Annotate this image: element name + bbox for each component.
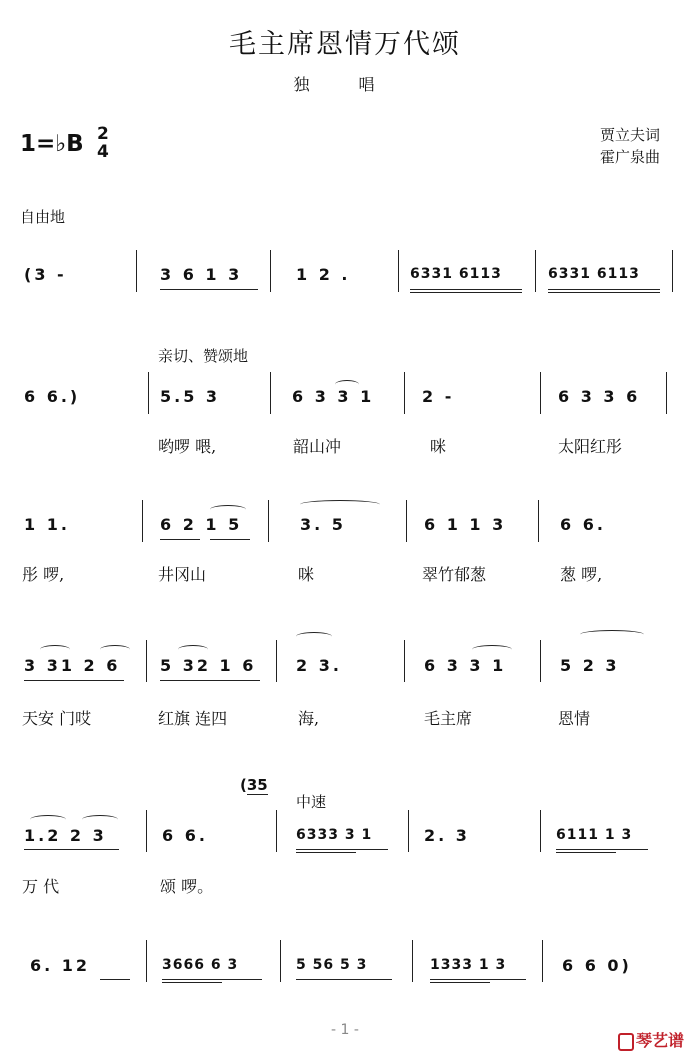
- barline: [270, 250, 271, 292]
- measure-r3-m3: 6 3 3 1: [424, 656, 507, 675]
- measure-r1-m3: 2 -: [422, 387, 455, 406]
- beam: [548, 292, 660, 293]
- barline: [398, 250, 399, 292]
- beam: [430, 979, 526, 980]
- measure-r0-m0: (3 -: [24, 265, 67, 284]
- barline: [672, 250, 673, 292]
- logo-text: 琴艺谱: [636, 1031, 685, 1050]
- barline: [412, 940, 413, 982]
- measure-r3-m4: 5 2 3: [560, 656, 620, 675]
- lyric-r2-4: 葱 啰,: [560, 565, 603, 584]
- measure-r3-m0: 3 31 2 6: [24, 656, 121, 675]
- measure-r5-m0: 6. 12: [30, 956, 91, 975]
- slur: [335, 380, 359, 389]
- lyric-r1-2: 咪: [430, 437, 447, 456]
- beam: [296, 849, 388, 850]
- beam: [210, 539, 250, 540]
- lyric-r3-4: 恩情: [558, 709, 591, 728]
- measure-r1-m4: 6 3 3 6: [558, 387, 641, 406]
- barline: [280, 940, 281, 982]
- measure-r1-m0: 6 6.): [24, 387, 81, 406]
- lyric-r3-2: 海,: [298, 709, 320, 728]
- measure-r4-m2: 6333 3 1: [296, 827, 373, 843]
- barline: [406, 500, 407, 542]
- lyric-r4-0: 万 代: [22, 877, 60, 896]
- barline: [146, 640, 147, 682]
- rehearsal-number: 35: [246, 776, 268, 794]
- performance-style: 独 唱: [293, 75, 397, 94]
- barline: [142, 500, 143, 542]
- song-title: 毛主席恩情万代颂: [229, 29, 461, 60]
- slur: [300, 500, 380, 509]
- key-signature: 1=♭B: [20, 131, 84, 157]
- lyric-r2-3: 翠竹郁葱: [422, 565, 487, 584]
- slur: [472, 645, 512, 654]
- rehearsal-mark: (35: [240, 776, 268, 794]
- barline: [542, 940, 543, 982]
- measure-r5-m1: 3666 6 3: [162, 957, 239, 973]
- slur: [82, 815, 118, 824]
- lyric-r2-0: 彤 啰,: [22, 565, 65, 584]
- barline: [404, 640, 405, 682]
- beam: [410, 292, 522, 293]
- barline: [540, 640, 541, 682]
- beam: [430, 982, 490, 983]
- beam: [548, 289, 660, 290]
- barline: [666, 372, 667, 414]
- expression-free: 自由地: [20, 208, 66, 226]
- expression-warm: 亲切、赞颂地: [158, 347, 249, 365]
- lyric-r3-0: 天安 门哎: [22, 709, 92, 728]
- beam: [100, 979, 130, 980]
- composer-credit: 霍广泉曲: [600, 148, 661, 166]
- slur: [210, 505, 246, 514]
- lyric-r1-0: 哟啰 喂,: [158, 437, 217, 456]
- barline: [276, 810, 277, 852]
- slur: [100, 645, 130, 654]
- measure-r0-m1: 3 6 1 3: [160, 265, 243, 284]
- logo-mark-icon: [618, 1033, 634, 1051]
- beam: [162, 979, 262, 980]
- measure-r4-m4: 6111 1 3: [556, 827, 633, 843]
- tempo-mark: 中速: [296, 793, 327, 811]
- barline: [276, 640, 277, 682]
- measure-r0-m2: 1 2 .: [296, 265, 351, 284]
- measure-r1-m1: 5.5 3: [160, 387, 221, 406]
- measure-r4-m0: 1.2 2 3: [24, 826, 107, 845]
- barline: [535, 250, 536, 292]
- measure-r5-m3: 1333 1 3: [430, 957, 507, 973]
- slur: [296, 632, 332, 641]
- barline: [136, 250, 137, 292]
- measure-r3-m1: 5 32 1 6: [160, 656, 257, 675]
- slur: [40, 645, 70, 654]
- slur: [30, 815, 66, 824]
- measure-r3-m2: 2 3.: [296, 656, 342, 675]
- barline: [540, 372, 541, 414]
- lyric-r1-3: 太阳红彤: [558, 437, 623, 456]
- beam: [162, 982, 222, 983]
- barline: [146, 810, 147, 852]
- time-signature-top: 2: [97, 124, 109, 144]
- lyric-r1-1: 韶山冲: [293, 437, 342, 456]
- beam: [160, 289, 258, 290]
- measure-r2-m1: 6 2 1 5: [160, 515, 243, 534]
- measure-r1-m2: 6 3 3 1: [292, 387, 375, 406]
- barline: [268, 500, 269, 542]
- page-number: - 1 -: [331, 1022, 359, 1038]
- lyric-r2-2: 咪: [298, 565, 315, 584]
- beam: [556, 852, 616, 853]
- barline: [270, 372, 271, 414]
- beam: [296, 852, 356, 853]
- barline: [538, 500, 539, 542]
- beam: [410, 289, 522, 290]
- measure-r5-m2: 5 56 5 3: [296, 957, 368, 973]
- slur: [580, 630, 644, 639]
- measure-r2-m0: 1 1.: [24, 515, 70, 534]
- measure-r4-m1: 6 6.: [162, 826, 208, 845]
- measure-r5-m4: 6 6 0): [562, 956, 632, 975]
- beam: [556, 849, 648, 850]
- barline: [540, 810, 541, 852]
- measure-r2-m2: 3. 5: [300, 515, 346, 534]
- measure-r2-m3: 6 1 1 3: [424, 515, 507, 534]
- measure-r4-m3: 2. 3: [424, 826, 470, 845]
- lyric-r2-1: 井冈山: [158, 565, 207, 584]
- lyric-r3-3: 毛主席: [424, 709, 473, 728]
- lyric-r4-1: 颂 啰。: [160, 877, 214, 896]
- measure-r2-m4: 6 6.: [560, 515, 606, 534]
- barline: [148, 372, 149, 414]
- lyric-r3-1: 红旗 连四: [158, 709, 228, 728]
- beam: [296, 979, 392, 980]
- beam: [24, 849, 119, 850]
- slur: [178, 645, 208, 654]
- barline: [146, 940, 147, 982]
- barline: [408, 810, 409, 852]
- time-signature-bottom: 4: [97, 142, 109, 162]
- measure-r0-m3: 6331 6113: [410, 266, 502, 282]
- barline: [404, 372, 405, 414]
- beam: [160, 680, 260, 681]
- time-signature: [97, 125, 109, 161]
- site-logo: [618, 1028, 684, 1051]
- beam: [160, 539, 200, 540]
- measure-r0-m4: 6331 6113: [548, 266, 640, 282]
- lyricist-credit: 贾立夫词: [600, 126, 661, 144]
- beam: [24, 680, 124, 681]
